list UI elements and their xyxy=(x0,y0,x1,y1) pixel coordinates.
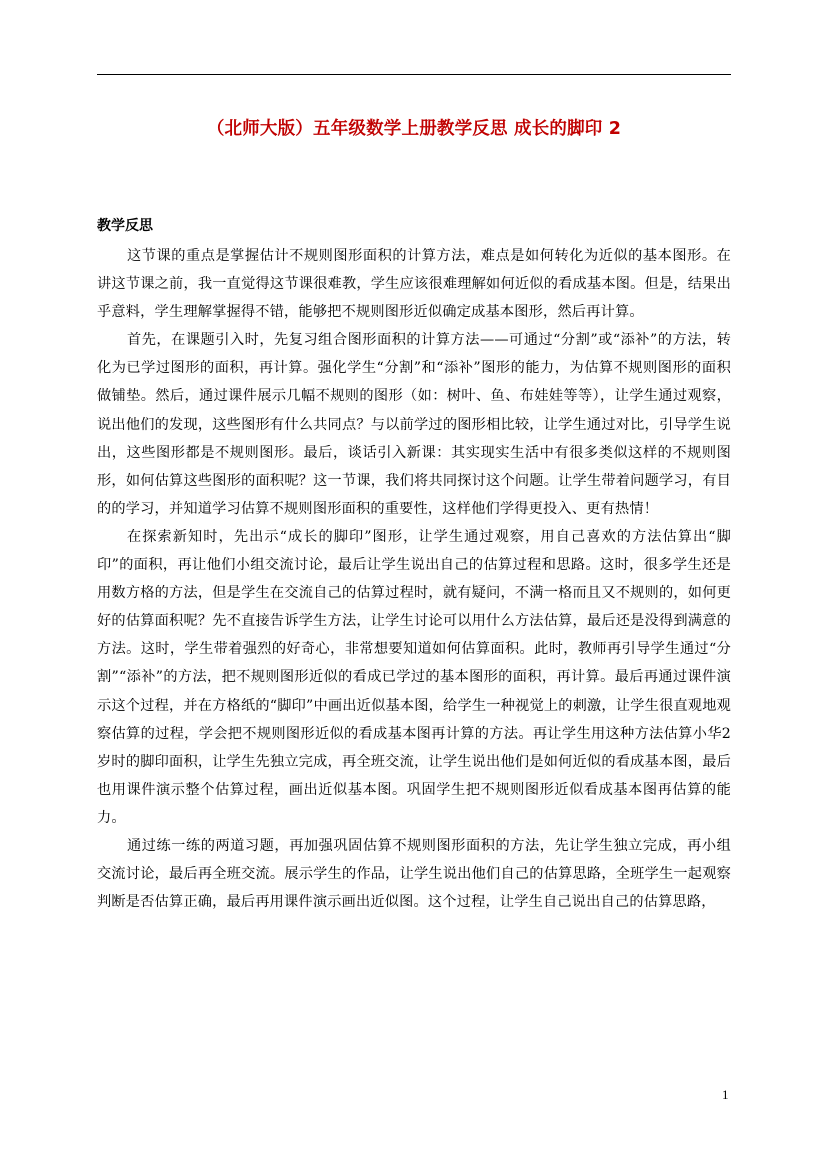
paragraph-2: 首先，在课题引入时，先复习组合图形面积的计算方法——可通过“分割”或“添补”的方法，转化为已学过图形的面积，再计算。强化学生“分割”和“添补”图形的能力，为估算不规则图形的面积做铺垫。然后，通过课件展示几幅不规则的图形（如：树叶、鱼、布娃娃等等），让学生通过观察，说出他们的发现，这些图形有什么共同点？与以前学过的图形相比较，让学生通过对比，引导学生说出，这些图形都是不规则图形。最后，谈话引入新课：其实现实生活中有很多类似这样的不规则图形，如何估算这些图形的面积呢？这一节课，我们将共同探讨这个问题。让学生带着问题学习，有目的的学习，并知道学习估算不规则图形面积的重要性，这样他们学得更投入、更有热情！ xyxy=(97,332,731,517)
page-number: 1 xyxy=(722,1087,729,1102)
body-text xyxy=(97,242,731,916)
paragraph-4: 通过练一练的两道习题，再加强巩固估算不规则图形面积的方法，先让学生独立完成，再小组交流讨论，最后再全班交流。展示学生的作品，让学生说出他们自己的估算思路，全班学生一起观察判断是否估算正确，最后再用课件演示画出近似图。这个过程，让学生自己说出自己的估算思路， xyxy=(97,837,731,911)
section-heading: 教学反思 xyxy=(97,218,153,234)
document-title: （北师大版）五年级数学上册教学反思 成长的脚印 2 xyxy=(206,119,622,139)
header-rule xyxy=(97,74,731,75)
paragraph-1: 这节课的重点是掌握估计不规则图形面积的计算方法，难点是如何转化为近似的基本图形。在讲这节课之前，我一直觉得这节课很难教，学生应该很难理解如何近似的看成基本图。但是，结果出乎意料，学生理解掌握得不错，能够把不规则图形近似确定成基本图形，然后再计算。 xyxy=(97,248,731,321)
paragraph-3: 在探索新知时，先出示“成长的脚印”图形，让学生通过观察，用自己喜欢的方法估算出“脚印”的面积，再让他们小组交流讨论，最后让学生说出自己的估算过程和思路。这时，很多学生还是用数方格的方法，但是学生在交流自己的估算过程时，就有疑问，不满一格而且又不规则的，如何更好的估算面积呢？先不直接告诉学生方法，让学生讨论可以用什么方法估算，最后还是没得到满意的方法。这时，学生带着强烈的好奇心，非常想要知道如何估算面积。此时，教师再引导学生通过“分割”“添补”的方法，把不规则图形近似的看成已学过的基本图形的面积，再计算。最后再通过课件演示这个过程，并在方格纸的“脚印”中画出近似基本图，给学生一种视觉上的刺激，让学生很直观地观察估算的过程，学会把不规则图形近似的看成基本图再计算的方法。再让学生用这种方法估算小华2岁时的脚印面积，让学生先独立完成，再全班交流，让学生说出他们是如何近似的看成基本图，最后也用课件演示整个估算过程，画出近似基本图。巩固学生把不规则图形近似看成基本图再估算的能力。 xyxy=(97,528,731,826)
